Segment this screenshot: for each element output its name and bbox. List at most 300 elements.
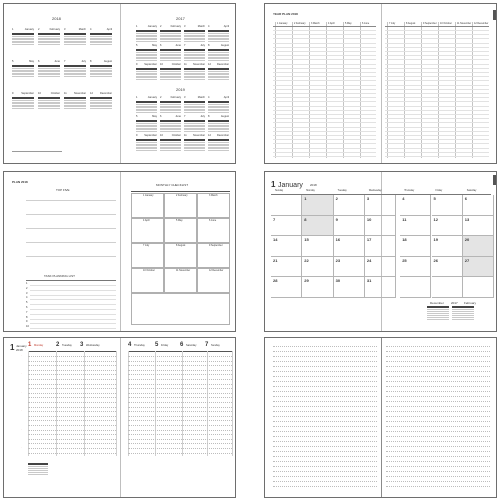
mini-month-week-line	[160, 79, 181, 80]
year-plan-row-line	[385, 110, 489, 111]
week-dotted-row	[28, 384, 116, 385]
week-dotted-row	[128, 425, 232, 426]
mini-month-number: 4	[208, 96, 210, 99]
note-dotted-line	[273, 486, 377, 487]
month-day-cell	[463, 257, 494, 278]
year-plan-row-line	[273, 143, 376, 144]
note-dotted-line	[273, 431, 377, 432]
mini-month-week-line	[136, 112, 157, 113]
mini-month-number: 6	[160, 115, 162, 118]
month-day-cell	[463, 277, 494, 298]
mini-month	[90, 29, 112, 44]
month-day-cell	[365, 216, 396, 237]
note-dotted-line	[386, 456, 490, 457]
month-weekday-label: Sunday	[275, 189, 284, 192]
mini-month	[12, 29, 34, 44]
week-column-line	[84, 351, 85, 456]
spread-week	[3, 337, 236, 498]
year-plan-row-line	[385, 47, 489, 48]
mini-month-number: 6	[160, 44, 162, 47]
mini-month-header-bar	[136, 30, 157, 32]
year-plan-row-line	[273, 55, 376, 56]
week-dotted-row	[28, 420, 116, 421]
note-dotted-line	[273, 376, 377, 377]
mini-month-week-line	[90, 76, 112, 77]
note-dotted-line	[273, 406, 377, 407]
mini-month	[184, 64, 205, 79]
week-dotted-row	[28, 407, 116, 408]
mini-month-header-bar	[64, 65, 86, 67]
note-dotted-line	[386, 361, 490, 362]
month-day-cell	[365, 277, 396, 298]
month-day-number: 17	[366, 237, 372, 242]
mini-month	[160, 64, 181, 79]
mini-month-week-line	[160, 41, 181, 42]
note-dotted-line	[386, 451, 490, 452]
spread-month	[264, 171, 497, 332]
year-plan-row-line	[273, 131, 376, 132]
hour-marker: ·	[21, 428, 22, 431]
month-day-number: 24	[366, 257, 372, 263]
year-plan-row-line	[273, 85, 376, 86]
week-dotted-row	[128, 448, 232, 449]
week-day-name: Tuesday	[62, 344, 72, 347]
year-plan-row-line	[273, 127, 376, 128]
mini-month	[136, 135, 157, 150]
week-column-line	[28, 351, 29, 456]
mini-month-header-bar	[90, 33, 112, 35]
checklist-month-label: 5 May	[176, 219, 183, 222]
week-dotted-row	[128, 370, 232, 371]
month-day-cell	[271, 195, 302, 216]
month-day-cell	[365, 195, 396, 216]
mini-calendar-line	[427, 317, 449, 318]
mini-month-number: 2	[38, 28, 40, 31]
mini-month-header-bar	[208, 101, 229, 103]
week-dotted-row	[128, 430, 232, 431]
year-plan-row-line	[385, 34, 489, 35]
year-plan-row-line	[385, 156, 489, 157]
checklist-month-label: 8 August	[176, 244, 186, 247]
footer-note	[12, 151, 62, 152]
note-dotted-line	[386, 401, 490, 402]
week-dotted-row	[28, 397, 116, 398]
month-day-number: 18	[402, 237, 407, 242]
spread-gutter	[120, 4, 121, 163]
mini-month	[64, 61, 86, 76]
week-dotted-row	[128, 393, 232, 394]
index-tab	[493, 10, 496, 20]
year-plan-row-line	[385, 51, 489, 52]
note-dotted-line	[386, 411, 490, 412]
year-plan-row-line	[273, 93, 376, 94]
mini-month	[90, 61, 112, 76]
mini-month-header-bar	[208, 68, 229, 70]
note-dotted-line	[386, 466, 490, 467]
mini-month-header-bar	[184, 49, 205, 51]
mini-month-number: 10	[160, 134, 163, 137]
week-dotted-row	[128, 411, 232, 412]
week-dotted-row	[28, 374, 116, 375]
mini-month	[160, 116, 181, 131]
mini-month-number: 9	[136, 134, 138, 137]
week-column-line	[116, 351, 117, 456]
note-dotted-line	[273, 481, 377, 482]
mini-month	[136, 64, 157, 79]
week-day-number: 6	[180, 342, 184, 348]
mini-month-week-line	[184, 60, 205, 61]
week-day-number: 4	[128, 342, 132, 348]
bottom-year-label: 2019	[176, 87, 185, 92]
note-dotted-line	[273, 391, 377, 392]
week-dotted-row	[28, 365, 116, 366]
year-plan-row-line	[385, 97, 489, 98]
top-five-line	[26, 214, 116, 215]
month-day-cell	[334, 195, 365, 216]
week-day-name: Wednesday	[86, 344, 100, 347]
mini-month-number: 5	[136, 44, 138, 47]
top-five-label: TOP FIVE	[56, 188, 70, 192]
month-day-cell	[400, 195, 431, 216]
mini-month-number: 8	[208, 115, 210, 118]
month-day-cell	[400, 277, 431, 298]
year-plan-row-line	[273, 43, 376, 44]
mini-month-name: April	[106, 28, 112, 31]
week-dotted-row	[28, 361, 116, 362]
month-day-number: 27	[464, 257, 470, 263]
mini-month-name: May	[29, 60, 34, 63]
mini-month-week-line	[136, 131, 157, 132]
mini-calendar-header	[427, 306, 449, 308]
year-plan-row-line	[273, 101, 376, 102]
top-five-line	[26, 228, 116, 229]
note-dotted-line	[386, 446, 490, 447]
mini-label-prev: December	[430, 301, 444, 305]
week-dotted-row	[128, 397, 232, 398]
mini-month-name: July	[200, 115, 205, 118]
week-dotted-row	[128, 356, 232, 357]
mini-month-name: January	[24, 28, 34, 31]
year-plan-row-line	[385, 106, 489, 107]
month-day-number: 28	[273, 278, 278, 283]
mini-month	[64, 93, 86, 108]
note-dotted-line	[273, 356, 377, 357]
month-day-number: 31	[366, 278, 372, 283]
month-day-cell	[302, 216, 333, 237]
mini-month-week-line	[184, 131, 205, 132]
mini-month-name: April	[223, 25, 229, 28]
mini-calendar-next	[452, 306, 474, 321]
mini-month-number: 12	[90, 92, 93, 95]
note-dotted-line	[273, 361, 377, 362]
mini-month-header-bar	[64, 97, 86, 99]
mini-month-week-line	[136, 60, 157, 61]
note-dotted-line	[273, 401, 377, 402]
mini-month-name: November	[193, 63, 205, 66]
spread-year-plan	[264, 3, 497, 164]
year-plan-row-line	[273, 156, 376, 157]
mini-calendar-line	[28, 466, 48, 467]
mini-month-name: December	[217, 63, 229, 66]
mini-month-name: January	[147, 25, 157, 28]
mini-month	[208, 97, 229, 112]
mini-month-week-line	[184, 41, 205, 42]
mini-month-header-bar	[12, 97, 34, 99]
year-plan-month-label: 7 July	[389, 22, 396, 25]
year-plan-row-line	[385, 85, 489, 86]
week-dotted-row	[28, 370, 116, 371]
week-header-rule	[128, 351, 232, 352]
mini-month-week-line	[160, 150, 181, 151]
note-dotted-line	[273, 346, 377, 347]
note-dotted-line	[386, 436, 490, 437]
mini-month-week-line	[12, 44, 34, 45]
task-list-number: 2	[26, 286, 28, 290]
mini-month-name: July	[81, 60, 86, 63]
week-dotted-row	[128, 379, 232, 380]
week-day-name: Monday	[34, 344, 44, 347]
task-list-line	[30, 328, 116, 329]
mini-month-name: December	[100, 92, 112, 95]
mini-month-week-line	[136, 41, 157, 42]
mini-month	[38, 93, 60, 108]
week-dotted-row	[128, 439, 232, 440]
mini-month-week-line	[208, 60, 229, 61]
month-day-cell	[334, 277, 365, 298]
month-day-number: 20	[464, 237, 470, 242]
year-plan-month-label: 4 April	[328, 22, 335, 25]
mini-month-number: 7	[184, 44, 186, 47]
mini-month-header-bar	[208, 120, 229, 122]
hour-marker: ·	[21, 373, 22, 376]
month-day-cell	[400, 257, 431, 278]
mini-calendar-line	[28, 470, 48, 471]
mini-month-header-bar	[160, 30, 181, 32]
checklist-month-label: 12 December	[209, 269, 224, 272]
index-tab	[493, 175, 496, 185]
week-dotted-row	[28, 379, 116, 380]
year-plan-row-line	[385, 30, 489, 31]
year-plan-row-line	[385, 89, 489, 90]
task-list-number: 8	[26, 315, 28, 319]
mini-month-number: 3	[64, 28, 66, 31]
year-plan-row-line	[385, 118, 489, 119]
week-day-name: Friday	[161, 344, 169, 347]
mini-month-number: 12	[208, 134, 211, 137]
spread-notes	[264, 337, 497, 498]
week-dotted-row	[128, 434, 232, 435]
mini-month-week-line	[64, 76, 86, 77]
week-mini-calendar	[28, 463, 48, 475]
note-dotted-line	[273, 351, 377, 352]
week-dotted-row	[28, 453, 116, 454]
mini-month-header-bar	[184, 101, 205, 103]
note-dotted-line	[386, 471, 490, 472]
year-plan-row-line	[273, 38, 376, 39]
note-dotted-line	[386, 391, 490, 392]
task-list-number: 10	[26, 325, 29, 329]
week-dotted-row	[128, 361, 232, 362]
mini-month-week-line	[90, 44, 112, 45]
note-dotted-line	[386, 381, 490, 382]
mini-calendar-header	[452, 306, 474, 308]
mini-month-name: February	[49, 28, 60, 31]
mini-calendar-line	[452, 317, 474, 318]
year-plan-row-line	[273, 59, 376, 60]
mini-month-name: August	[103, 60, 112, 63]
mini-month	[12, 61, 34, 76]
spread-gutter	[381, 4, 382, 163]
year-plan-row-line	[385, 101, 489, 102]
mini-month-week-line	[12, 76, 34, 77]
week-year: 2018	[16, 348, 23, 352]
mini-calendar-line	[452, 311, 474, 312]
month-weekday-label: Tuesday	[337, 189, 347, 192]
task-list-line	[30, 304, 116, 305]
mini-month-name: May	[152, 115, 157, 118]
note-dotted-line	[273, 471, 377, 472]
month-day-cell	[432, 195, 463, 216]
mini-month-week-line	[184, 112, 205, 113]
mini-month-header-bar	[12, 33, 34, 35]
month-day-number: 3	[366, 196, 370, 201]
task-list-number: 6	[26, 306, 28, 309]
year-plan-row-line	[385, 114, 489, 115]
mini-month	[184, 97, 205, 112]
mini-month-number: 9	[12, 92, 14, 95]
year-plan-row-line	[385, 148, 489, 149]
hour-marker: ·	[21, 391, 22, 394]
mini-calendar-line	[427, 309, 449, 310]
mini-month-week-line	[38, 76, 60, 77]
mini-month-header-bar	[208, 49, 229, 51]
mini-month	[184, 116, 205, 131]
top-five-line	[26, 256, 116, 257]
week-dotted-row	[28, 393, 116, 394]
mini-month-week-line	[64, 108, 86, 109]
mini-month	[64, 29, 86, 44]
note-dotted-line	[386, 476, 490, 477]
week-header-rule	[28, 351, 116, 352]
week-day-name: Saturday	[186, 344, 197, 347]
mini-month-name: September	[21, 92, 34, 95]
mini-month-number: 12	[208, 63, 211, 66]
month-day-number: 11	[402, 216, 407, 222]
note-dotted-line	[386, 431, 490, 432]
month-day-cell	[302, 257, 333, 278]
week-day-number: 2	[56, 342, 60, 348]
note-dotted-line	[386, 371, 490, 372]
mini-label-year: 2017	[451, 301, 458, 305]
note-dotted-line	[273, 366, 377, 367]
year-plan-month-label: 8 August	[406, 22, 416, 25]
mini-month-name: November	[193, 134, 205, 137]
mini-month	[38, 29, 60, 44]
year-plan-header-line	[385, 26, 489, 27]
note-dotted-line	[386, 416, 490, 417]
mini-calendar-line	[427, 319, 449, 320]
month-day-number: 19	[433, 237, 438, 242]
checklist-top-rule	[131, 191, 230, 192]
month-day-number: 30	[335, 278, 341, 283]
task-planning-label: TASK PLANNING LIST	[44, 274, 75, 278]
note-dotted-line	[386, 386, 490, 387]
week-day-number: 1	[28, 342, 32, 348]
mini-month-name: March	[197, 25, 205, 28]
mini-month-header-bar	[64, 33, 86, 35]
month-day-number: 25	[402, 257, 407, 263]
mini-calendar-line	[452, 313, 474, 314]
week-month-name: January	[16, 344, 27, 348]
year-plan-month-label: 2 February	[294, 22, 306, 25]
mini-month-week-line	[208, 112, 229, 113]
month-day-number: 15	[304, 237, 309, 242]
month-day-number: 1	[304, 196, 307, 201]
note-dotted-line	[273, 416, 377, 417]
mini-month	[160, 26, 181, 41]
year-plan-row-line	[273, 118, 376, 119]
year-plan-month-label: 10 October	[440, 22, 452, 25]
mini-month	[160, 45, 181, 60]
note-dotted-line	[386, 486, 490, 487]
week-dotted-row	[28, 411, 116, 412]
note-dotted-line	[386, 406, 490, 407]
mini-month-name: July	[200, 44, 205, 47]
week-column-line	[128, 351, 129, 456]
month-day-number: 13	[464, 216, 470, 222]
week-day-number: 7	[205, 342, 209, 348]
week-day-name: Thursday	[134, 344, 145, 347]
task-list-line	[30, 295, 116, 296]
note-dotted-line	[273, 446, 377, 447]
year-plan-row-line	[385, 143, 489, 144]
mini-month-week-line	[208, 131, 229, 132]
mini-month	[136, 116, 157, 131]
year-plan-row-line	[273, 47, 376, 48]
mini-label-next: February	[464, 301, 477, 305]
checklist-month-label: 7 July	[143, 244, 150, 247]
month-day-cell	[271, 257, 302, 278]
checklist-month-label: 6 June	[209, 219, 217, 222]
year-plan-row-line	[385, 131, 489, 132]
mini-month-name: November	[74, 92, 86, 95]
mini-month	[208, 135, 229, 150]
hour-marker: ·	[21, 410, 22, 413]
task-list-number: 5	[26, 301, 28, 305]
mini-month	[160, 135, 181, 150]
mini-month-number: 11	[184, 63, 187, 66]
mini-month-header-bar	[136, 139, 157, 141]
note-dotted-line	[273, 476, 377, 477]
mini-month-name: March	[78, 28, 86, 31]
year-plan-row-line	[385, 59, 489, 60]
mini-month-week-line	[160, 60, 181, 61]
mini-month	[136, 97, 157, 112]
mini-month-week-line	[38, 44, 60, 45]
week-dotted-row	[128, 416, 232, 417]
mini-month	[184, 26, 205, 41]
year-plan-row-line	[385, 68, 489, 69]
mini-month	[208, 26, 229, 41]
mini-month-week-line	[12, 108, 34, 109]
month-day-cell	[432, 257, 463, 278]
month-day-number: 16	[335, 237, 341, 242]
month-day-number: 29	[304, 278, 309, 283]
mini-calendar-line	[28, 468, 48, 469]
year-plan-row-line	[273, 80, 376, 81]
week-column-line	[56, 351, 57, 456]
task-list-number: 4	[26, 296, 28, 300]
